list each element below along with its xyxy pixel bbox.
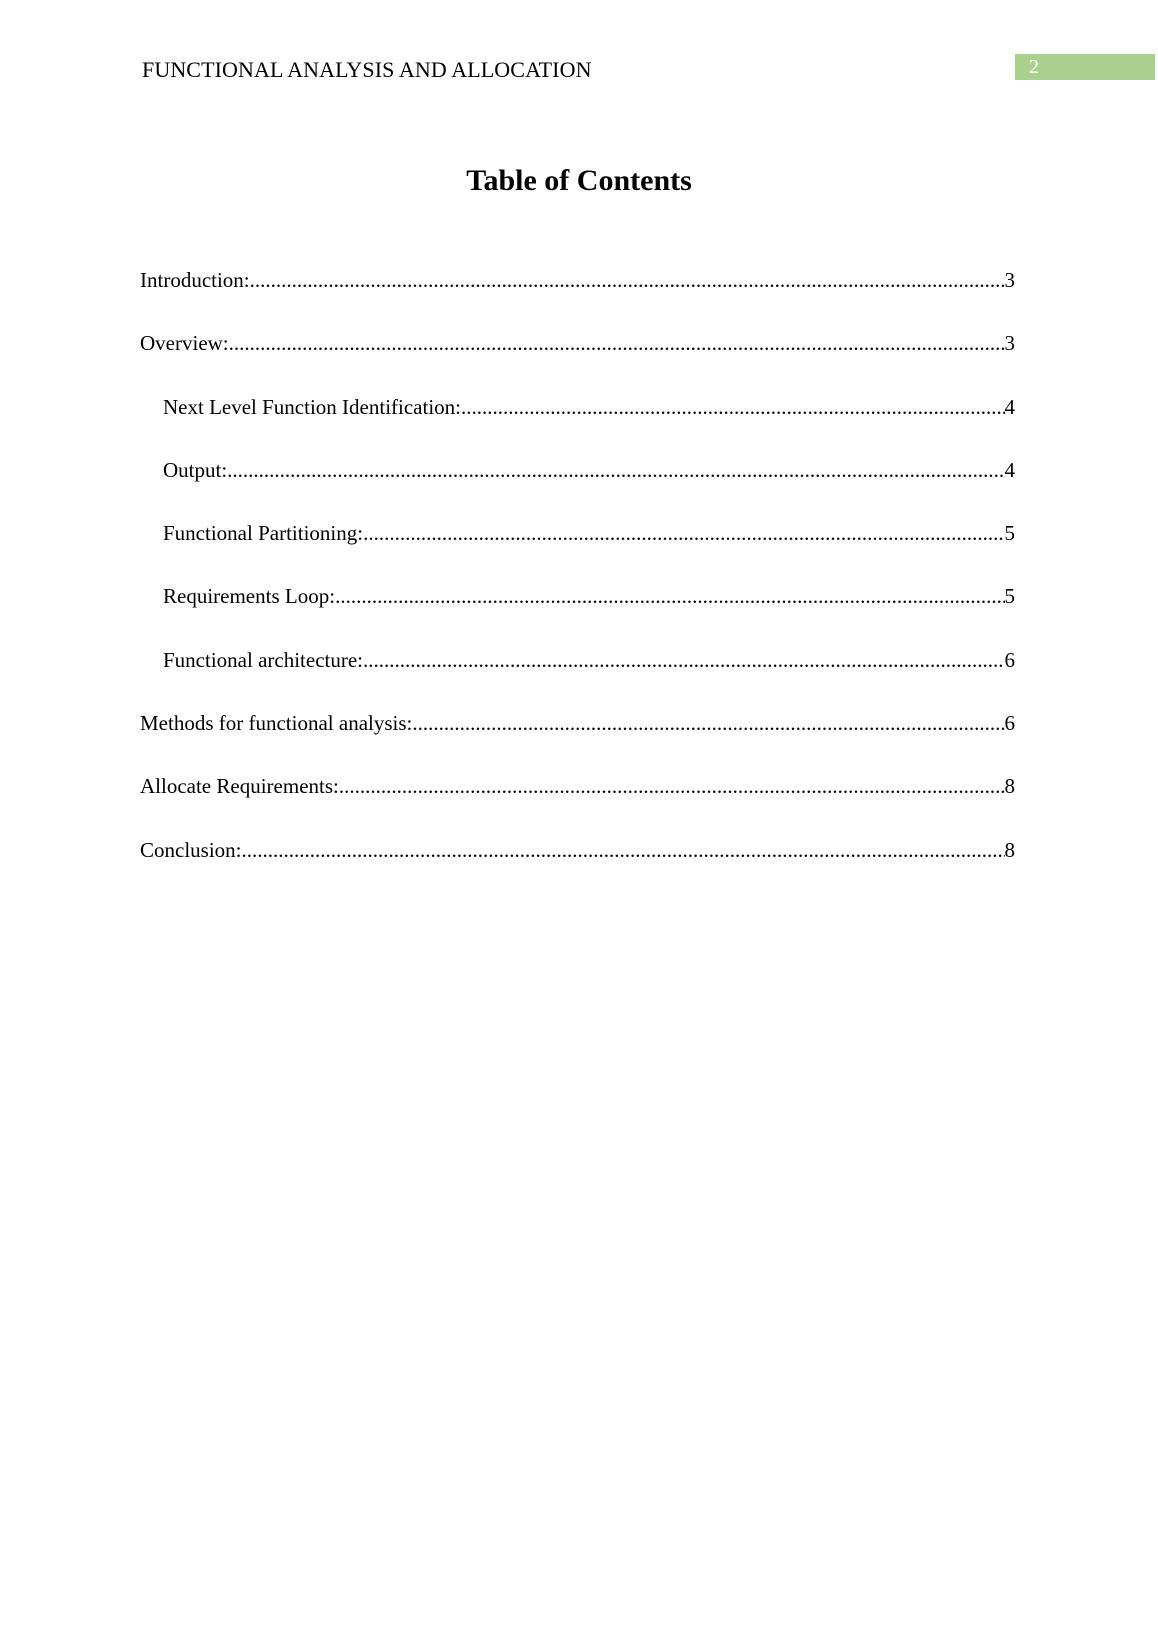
toc-dot-leader [335,582,1004,610]
toc-entry-conclusion[interactable] [140,836,1015,899]
toc-dot-leader [461,393,1005,421]
toc-entry-page: 8 [1004,837,1015,862]
toc-entry-page: 3 [1004,331,1015,356]
toc-entry-methods-for-functional-analysis[interactable] [140,709,1015,772]
toc-entry-next-level-function-identification[interactable] [140,393,1015,456]
toc-title: Table of Contents [466,164,692,197]
toc-entry-page: 4 [1004,394,1015,419]
toc-dot-leader [229,329,1005,357]
toc-entry-page: 5 [1004,521,1015,546]
toc-entry-label: Conclusion: [140,837,242,862]
toc-entry-page: 8 [1004,774,1015,799]
toc-entry-page: 3 [1004,268,1015,292]
toc-entry-requirements-loop[interactable] [140,582,1015,645]
toc-list [140,266,1015,899]
toc-entry-page: 6 [1004,647,1015,672]
toc-entry-label: Introduction: [140,268,250,292]
toc-dot-leader [363,646,1004,674]
toc-entry-label: Functional architecture: [163,647,364,672]
page-number-badge: 2 [1015,54,1155,80]
toc-entry-label: Methods for functional analysis: [140,711,413,736]
toc-entry-label: Overview: [140,331,229,356]
toc-entry-label: Requirements Loop: [163,584,336,609]
toc-entry-introduction[interactable] [140,266,1015,329]
toc-entry-functional-architecture[interactable] [140,646,1015,709]
toc-entry-page: 4 [1004,457,1015,482]
toc-entry-page: 6 [1004,711,1015,736]
toc-dot-leader [250,266,1005,294]
running-header-title: FUNCTIONAL ANALYSIS AND ALLOCATION [142,57,592,82]
toc-entry-functional-partitioning[interactable] [140,519,1015,582]
toc-dot-leader [227,456,1004,484]
toc-dot-leader [363,519,1004,547]
toc-entry-allocate-requirements[interactable] [140,772,1015,835]
toc-dot-leader [242,836,1005,864]
toc-entry-label: Functional Partitioning: [163,521,364,546]
toc-entry-label: Next Level Function Identification: [163,394,461,419]
toc-entry-label: Allocate Requirements: [140,774,339,799]
toc-entry-page: 5 [1004,584,1015,609]
toc-dot-leader [412,709,1004,737]
toc-entry-label: Output: [163,457,228,482]
toc-dot-leader [339,772,1005,800]
toc-entry-output[interactable] [140,456,1015,519]
toc-entry-overview[interactable] [140,329,1015,392]
